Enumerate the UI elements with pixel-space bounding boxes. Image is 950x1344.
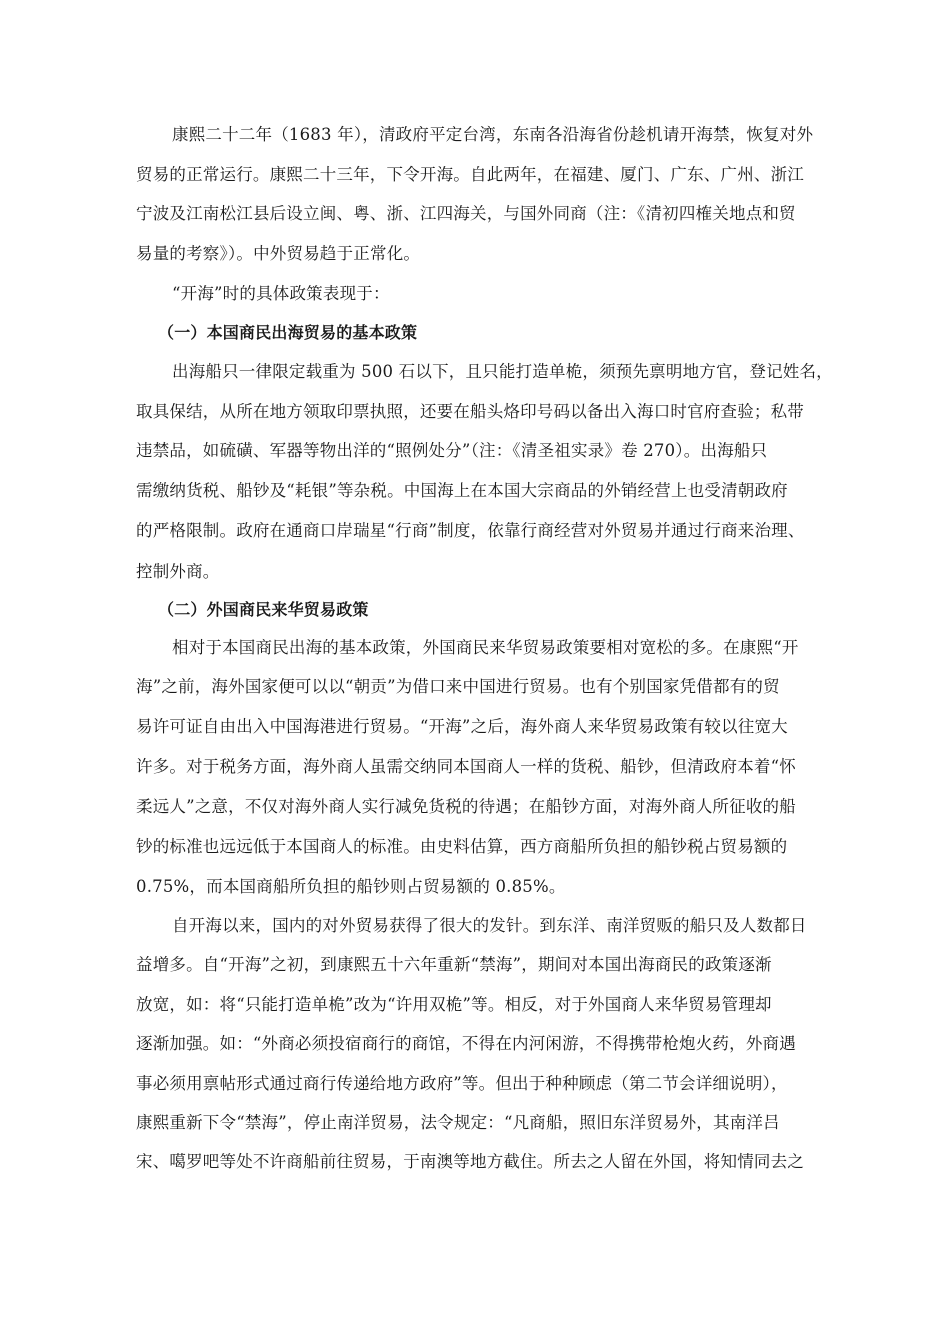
paragraph-5-line-6: 康熙重新下令“禁海”，停止南洋贸易，法令规定：“凡商船，照旧东洋贸易外，其南洋吕 bbox=[136, 1113, 780, 1132]
paragraph-3-line-1: 出海船只一律限定载重为 500 石以下，且只能打造单桅，须预先禀明地方官，登记姓名， bbox=[172, 362, 833, 381]
paragraph-1-line-2: 贸易的正常运行。康熙二十三年，下令开海。自此两年，在福建、厦门、广东、广州、浙江 bbox=[136, 165, 804, 184]
paragraph-4-line-6: 钞的标准也远远低于本国商人的标准。由史料估算，西方商船所负担的船钞税占贸易额的 bbox=[136, 837, 788, 856]
paragraph-5-line-7: 宋、噶罗吧等处不许商船前往贸易，于南澳等地方截住。所去之人留在外国，将知情同去之 bbox=[136, 1152, 804, 1171]
paragraph-3-line-6: 控制外商。 bbox=[136, 562, 220, 581]
paragraph-5-line-2: 益增多。自“开海”之初，到康熙五十六年重新“禁海”，期间对本国出海商民的政策逐渐 bbox=[136, 955, 772, 974]
paragraph-4-line-5: 柔远人”之意，不仅对海外商人实行减免货税的待遇；在船钞方面，对海外商人所征收的船 bbox=[136, 797, 796, 816]
paragraph-4-line-1: 相对于本国商民出海的基本政策，外国商民来华贸易政策要相对宽松的多。在康熙“开 bbox=[172, 638, 799, 657]
paragraph-3-line-3: 违禁品，如硫磺、军器等物出洋的“照例处分”（注：《清圣祖实录》卷 270）。出海船只 bbox=[136, 441, 768, 460]
paragraph-4-line-3: 易许可证自由出入中国海港进行贸易。“开海”之后，海外商人来华贸易政策有较以往宽大 bbox=[136, 717, 788, 736]
paragraph-3-line-5: 的严格限制。政府在通商口岸瑞星“行商”制度，依靠行商经营对外贸易并通过行商来治理、 bbox=[136, 521, 805, 540]
paragraph-5-line-3: 放宽，如：将“只能打造单桅”改为“许用双桅”等。相反，对于外国商人来华贸易管理却 bbox=[136, 995, 772, 1014]
paragraph-3-line-2: 取具保结，从所在地方领取印票执照，还要在船头烙印号码以备出入海口时官府查验；私带 bbox=[136, 402, 804, 421]
paragraph-1-line-1: 康熙二十二年（1683 年），清政府平定台湾，东南各沿海省份趁机请开海禁，恢复对外 bbox=[172, 125, 814, 144]
section-heading-2: （二）外国商民来华贸易政策 bbox=[158, 600, 369, 619]
paragraph-1-line-4: 易量的考察》）。中外贸易趋于正常化。 bbox=[136, 244, 421, 263]
paragraph-5-line-4: 逐渐加强。如：“外商必须投宿商行的商馆，不得在内河闲游，不得携带枪炮火药，外商遇 bbox=[136, 1034, 796, 1053]
paragraph-5-line-1: 自开海以来，国内的对外贸易获得了很大的发针。到东洋、南洋贸贩的船只及人数都日 bbox=[172, 916, 807, 935]
paragraph-2-line-1: “开海”时的具体政策表现于： bbox=[172, 284, 390, 303]
section-heading-1: （一）本国商民出海贸易的基本政策 bbox=[158, 323, 418, 342]
paragraph-1-line-3: 宁波及江南松江县后设立闽、粤、浙、江四海关，与国外同商（注：《清初四榷关地点和贸 bbox=[136, 204, 796, 223]
paragraph-4-line-7: 0.75%，而本国商船所负担的船钞则占贸易额的 0.85%。 bbox=[136, 877, 566, 896]
paragraph-4-line-4: 许多。对于税务方面，海外商人虽需交纳同本国商人一样的货税、船钞，但清政府本着“怀 bbox=[136, 757, 796, 776]
paragraph-4-line-2: 海”之前，海外国家便可以以“朝贡”为借口来中国进行贸易。也有个别国家凭借都有的贸 bbox=[136, 677, 780, 696]
paragraph-5-line-5: 事必须用禀帖形式通过商行传递给地方政府”等。但出于种种顾虑（第二节会详细说明）， bbox=[136, 1074, 788, 1093]
paragraph-3-line-4: 需缴纳货税、船钞及“耗银”等杂税。中国海上在本国大宗商品的外销经营上也受清朝政府 bbox=[136, 481, 788, 500]
